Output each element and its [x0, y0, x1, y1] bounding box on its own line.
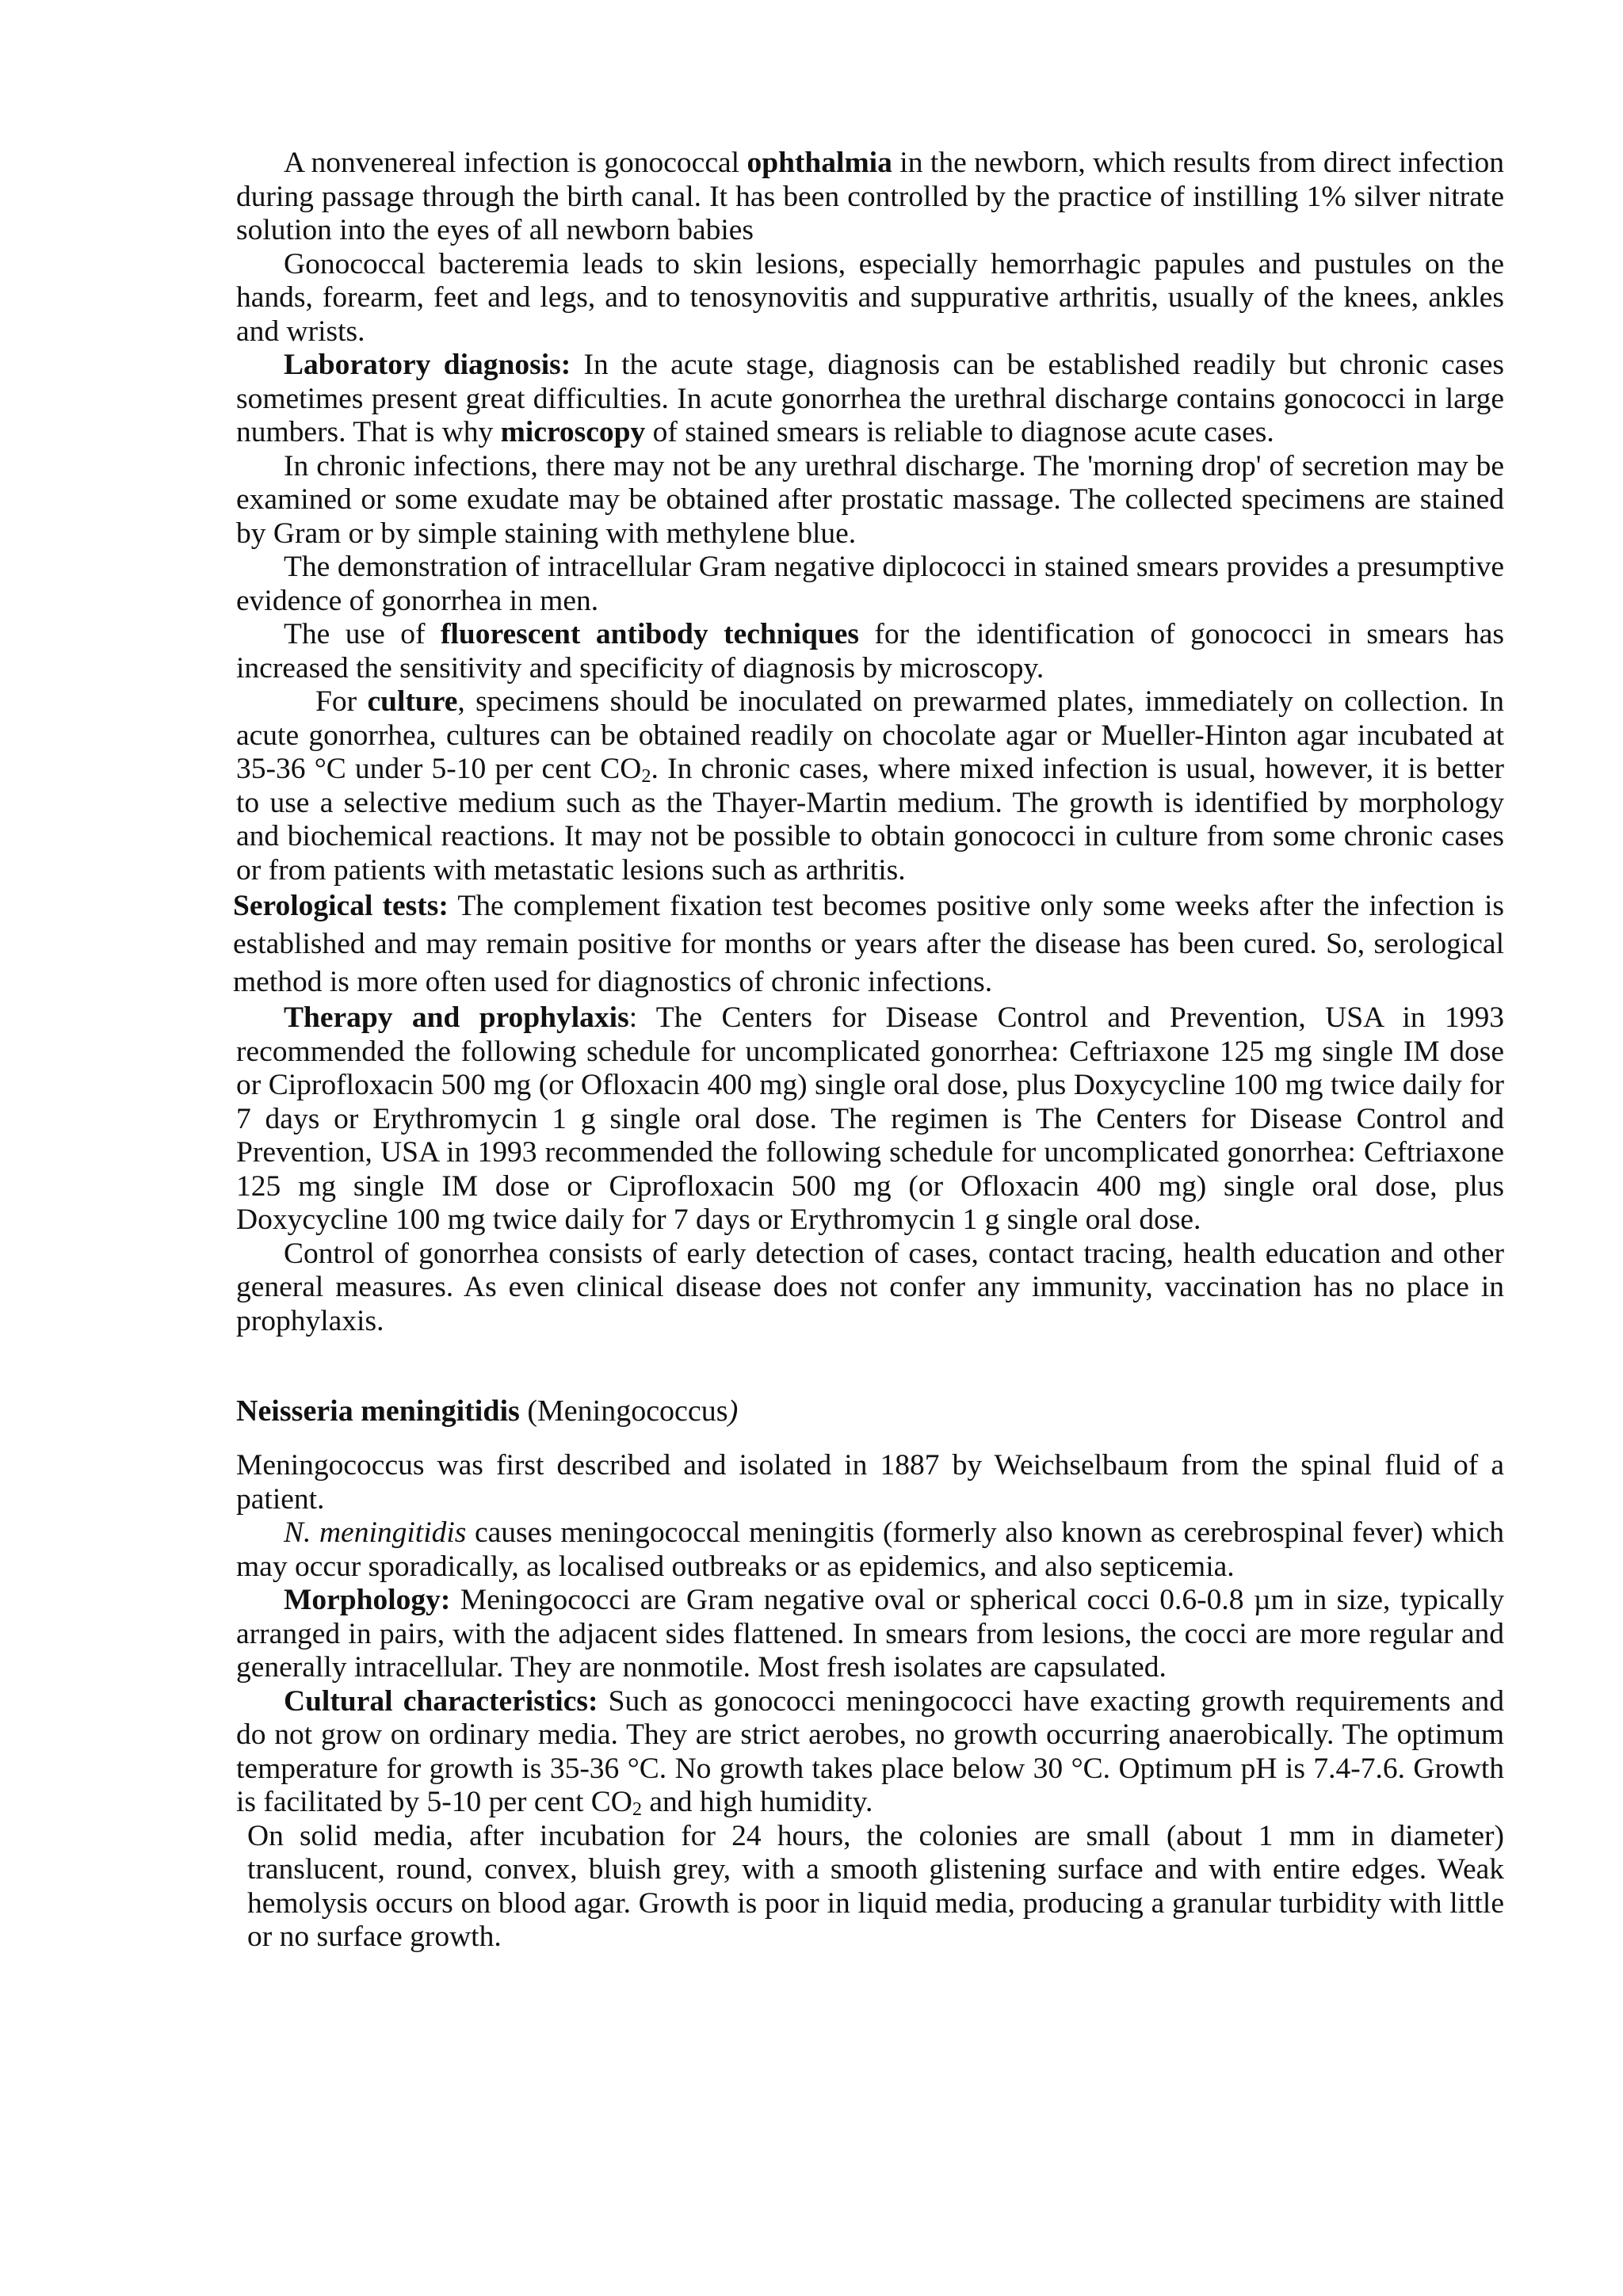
paragraph-serological-tests	[233, 887, 1504, 1001]
heading-text: (Meningococcus	[519, 1394, 728, 1428]
bold-term: culture	[367, 685, 458, 718]
paragraph-ophthalmia	[236, 147, 1504, 248]
spacer	[236, 1338, 1504, 1394]
text: Meningococci are Gram negative oval or spherical cocci 0.6-0.8 µm in size, typically arranged in pairs, with the adjacent sides flattened. In smears from lesions, the cocci are more regular and generally intracellular. They are nonmotile. Most fresh isolates are capsulated.	[236, 1584, 1504, 1684]
heading-bold: Neisseria meningitidis	[236, 1394, 520, 1428]
subscript: 2	[641, 765, 651, 787]
text: A nonvenereal infection is gonococcal	[284, 147, 747, 179]
text: and high humidity.	[642, 1786, 873, 1818]
text: Such as gonococci meningococci have exacting growth requirements and do not grow on ordinary media. They are strict aerobes, no growth occurring anaerobically. The optimum temperature for growth is 35-36 °C. No growth takes place below 30 °C. Optimum pH is 7.4-7.6. Growth is facilitated by 5-10 per cent CO	[236, 1684, 1504, 1818]
paragraph-colonies: On solid media, after incubation for 24 hours, the colonies are small (about 1 mm in diameter) translucent, round, convex, bluish grey, with a smooth glistening surface and with entire edges. Weak hemolysis occurs on blood agar. Growth is poor in liquid media, producing a granular turbidity with little or no surface growth.	[247, 1819, 1504, 1953]
text: of stained smears is reliable to diagnose acute cases.	[645, 416, 1274, 448]
paragraph-chronic-infections: In chronic infections, there may not be any urethral discharge. The 'morning drop' of secretion may be examined or some exudate may be obtained after prostatic massage. The collected specimens are stained by Gram or by simple staining with methylene blue.	[236, 449, 1504, 550]
text: causes meningococcal meningitis (formerly also known as cerebrospinal fever) which may occur sporadically, as localised outbreaks or as epidemics, and also septicemia.	[236, 1516, 1504, 1583]
section-heading	[236, 1394, 1504, 1428]
bold-term: microscopy	[500, 416, 646, 448]
section-lead: Morphology:	[284, 1584, 451, 1616]
text: For	[315, 685, 368, 718]
text: in the newborn, which results from direct infection during passage through the birth canal. It has been controlled by the practice of instilling 1% silver nitrate solution into the eyes of all newborn babies	[236, 147, 1504, 246]
spacer	[236, 1428, 1504, 1449]
paragraph-fluorescent-antibody	[236, 618, 1504, 685]
paragraph-culture	[236, 685, 1504, 887]
text: The use of	[284, 618, 441, 650]
section-lead: Laboratory diagnosis:	[284, 349, 571, 381]
heading-italic: )	[727, 1394, 739, 1428]
section-lead: Serological tests:	[233, 890, 449, 922]
species-name: N. meningitidis	[284, 1516, 467, 1549]
text: : The Centers for Disease Control and Prevention, USA in 1993 recommended the following schedule for uncomplicated gonorrhea: Ceftriaxone 125 mg single IM dose or Ciprofloxacin 500 mg (or Ofloxacin 400 mg) single oral dose, plus Doxycycline 100 mg twice daily for 7 days or Erythromycin 1 g single oral dose. The regimen is The Centers for Disease Control and Prevention, USA in 1993 recommended the following schedule for uncomplicated gonorrhea: Ceftriaxone 125 mg single IM dose or Ciprofloxacin 500 mg (or Ofloxacin 400 mg) single oral dose, plus Doxycycline 100 mg twice daily for 7 days or Erythromycin 1 g single oral dose.	[236, 1001, 1504, 1236]
paragraph-bacteremia: Gonococcal bacteremia leads to skin lesions, especially hemorrhagic papules and pustules on the hands, forearm, feet and legs, and to tenosynovitis and suppurative arthritis, usually of the knees, ankles and wrists.	[236, 247, 1504, 348]
paragraph-cultural-characteristics	[236, 1685, 1504, 1820]
text: The complement fixation test becomes positive only some weeks after the infection is established and may remain positive for months or years after the disease has been cured. So, serological method is more often used for diagnostics of chronic infections.	[233, 890, 1504, 998]
bold-term: ophthalmia	[747, 147, 892, 179]
text: , specimens should be inoculated on prewarmed plates, immediately on collection. In acute gonorrhea, cultures can be obtained readily on chocolate agar or Mueller-Hinton agar incubated at 35-36 °C under 5-10 per cent CO	[236, 685, 1504, 785]
paragraph-control: Control of gonorrhea consists of early detection of cases, contact tracing, health education and other general measures. As even clinical disease does not confer any immunity, vaccination has no place in prophylaxis.	[236, 1237, 1504, 1337]
paragraph-laboratory-diagnosis	[236, 349, 1504, 450]
text: In the acute stage, diagnosis can be established readily but chronic cases sometimes present great difficulties. In acute gonorrhea the urethral discharge contains gonococci in large numbers. That is why	[236, 349, 1505, 448]
text: for the identification of gonococci in smears has increased the sensitivity and specificity of diagnosis by microscopy.	[236, 618, 1504, 685]
paragraph-meningitidis	[236, 1516, 1504, 1584]
subscript: 2	[632, 1798, 643, 1820]
paragraph-meningococcus-history: Meningococcus was first described and isolated in 1887 by Weichselbaum from the spinal fluid of a patient.	[236, 1449, 1504, 1516]
section-lead: Therapy and prophylaxis	[284, 1001, 629, 1034]
paragraph-diplococci: The demonstration of intracellular Gram negative diplococci in stained smears provides a presumptive evidence of gonorrhea in men.	[236, 551, 1504, 617]
section-lead: Cultural characteristics:	[284, 1684, 598, 1718]
paragraph-therapy	[236, 1001, 1504, 1238]
bold-term: fluorescent antibody techniques	[441, 618, 859, 650]
text: . In chronic cases, where mixed infection is usual, however, it is better to use a selective medium such as the Thayer-Martin medium. The growth is identified by morphology and biochemical reactions. It may not be possible to obtain gonococci in culture from some chronic cases or from patients with metastatic lesions such as arthritis.	[236, 753, 1504, 887]
document-page	[233, 147, 1505, 1955]
paragraph-morphology	[236, 1584, 1504, 1685]
